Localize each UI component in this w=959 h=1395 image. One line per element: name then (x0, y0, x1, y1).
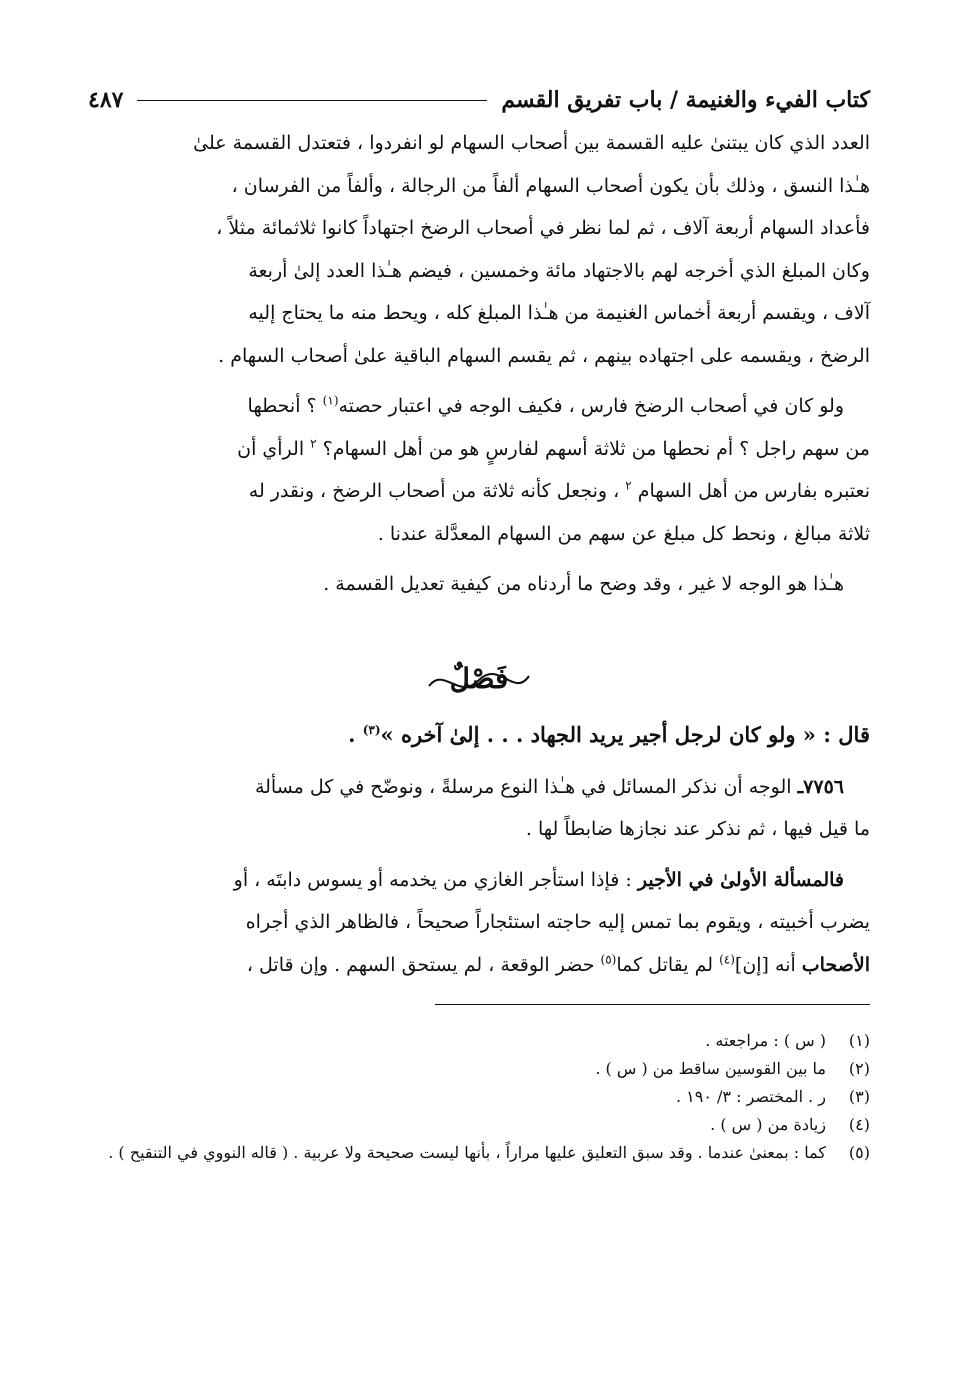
ornament-title: فَصْلٌ (449, 661, 509, 695)
bracket-mark-close: ٢ (625, 478, 632, 493)
footnote-mark-5[interactable]: (٥) (600, 952, 617, 967)
text-line: ولو كان في أصحاب الرضخ فارس ، فكيف الوجه في اعتبار حصته (338, 395, 844, 417)
issue-number: ٧٧٥٦ـ (797, 775, 844, 798)
text-line: ثلاثة مبالغ ، ونحط كل مبلغ عن سهم من السهام المعدَّلة عندنا . (377, 522, 870, 545)
text-line: نعتبره بفارس من أهل السهام (631, 480, 870, 502)
text-line: لم يقاتل كما (616, 953, 720, 976)
footnote-item (88, 1083, 870, 1111)
running-header (88, 78, 870, 122)
footnote-mark-4[interactable]: (٤) (719, 952, 735, 967)
footnote-item (88, 1055, 870, 1083)
footnote-text: ( س ) : مراجعته . (705, 1031, 826, 1050)
footnotes (88, 1027, 870, 1167)
text-line: وكان المبلغ الذي أخرجه لهم بالاجتهاد مائة وخمسين ، فيضم هـٰذا العدد إلىٰ أربعة (248, 259, 870, 282)
text-line: حضر الوقعة ، لم يستحق السهم . وإن قاتل ، (246, 953, 601, 976)
text-line: العدد الذي كان يبتنىٰ عليه القسمة بين أصحاب السهام لو انفردوا ، فتعتدل القسمة علىٰ (193, 132, 870, 154)
paragraph-1 (88, 122, 870, 377)
text-line: الوجه أن نذكر المسائل في هـٰذا النوع مرسلةً ، ونوضّح في كل مسألة (254, 775, 798, 798)
footnote-item (88, 1139, 870, 1167)
text-line: ؟ أنحطها (247, 395, 323, 417)
footnote-item (88, 1111, 870, 1139)
text-line: ، ونجعل كأنه ثلاثة من أصحاب الرضخ ، ونقدر له (248, 480, 626, 502)
footnote-number: (٤) (848, 1115, 870, 1134)
text-line: فأعداد السهام أربعة آلاف ، ثم لما نظر في أصحاب الرضخ اجتهاداً كانوا ثلاثمائة مثلاً ، (216, 217, 870, 239)
text-line: من سهم راجل ؟ أم نحطها من ثلاثة أسهم لفارسٍ هو من أهل السهام؟ (316, 437, 870, 460)
text-line: ما قيل فيها ، ثم نذكر عند نجازها ضابطاً لها . (525, 818, 870, 840)
section-ornament (88, 646, 870, 712)
footnote-text: كما : بمعنىٰ عندما . وقد سبق التعليق عليها مراراً ، بأنها ليست صحيحة ولا عربية . ( قاله النووي في التنقيح ) . (108, 1143, 826, 1162)
text-line: هـٰذا هو الوجه لا غير ، وقد وضح ما أردناه من كيفية تعديل القسمة . (323, 573, 844, 595)
text-line: آلاف ، ويقسم أربعة أخماس الغنيمة من هـٰذا المبلغ كله ، ويحط منه ما يحتاج إليه (248, 302, 870, 324)
footnote-item (88, 1027, 870, 1055)
bold-term: الأصحاب (801, 953, 870, 976)
footnote-number: (٥) (848, 1143, 870, 1162)
footnote-text: ما بين القوسين ساقط من ( س ) . (595, 1059, 826, 1078)
page (88, 78, 870, 1167)
footnote-text: زيادة من ( س ) . (710, 1115, 826, 1134)
chapter-title: كتاب الفيء والغنيمة / باب تفريق القسم (501, 87, 870, 113)
footnote-number: (٢) (848, 1059, 870, 1078)
text-line: : فإذا استأجر الغازي من يخدمه أو يسوس دابتَه ، أو (233, 868, 638, 891)
footnote-number: (١) (848, 1031, 870, 1050)
paragraph-2 (88, 385, 870, 555)
footnote-number: (٣) (848, 1087, 870, 1106)
footnote-mark-1[interactable]: (١) (322, 393, 339, 408)
footnote-divider (435, 1004, 870, 1005)
heading-suffix: . (348, 721, 363, 747)
text-line: الرضخ ، ويقسمه على اجتهاده بينهم ، ثم يقسم السهام الباقية علىٰ أصحاب السهام . (218, 344, 870, 367)
text-line: أنه [إن] (734, 953, 802, 976)
section-heading (88, 712, 870, 758)
paragraph-3 (88, 563, 870, 606)
text-line: الرأي أن (237, 437, 311, 460)
text-line: هـٰذا النسق ، وذلك بأن يكون أصحاب السهام ألفاً من الرجالة ، وألفاً من الفرسان ، (231, 174, 870, 197)
bracket-mark-open: ٢ (310, 436, 317, 451)
heading-text: قال : « ولو كان لرجل أجير يريد الجهاد . . . إلىٰ آخره » (380, 721, 870, 747)
text-line: يضرب أخبيته ، ويقوم بما تمس إليه حاجته استئجاراً صحيحاً ، فالظاهر الذي أجراه (245, 911, 870, 933)
footnote-mark-3[interactable]: (٣) (362, 722, 381, 737)
header-rule (137, 100, 487, 101)
footnote-text: ر . المختصر : ٣/ ١٩٠ . (675, 1087, 826, 1106)
paragraph-7756 (88, 766, 870, 851)
page-number: ٤٨٧ (88, 87, 124, 113)
paragraph-first-issue (88, 859, 870, 987)
ornament-flourish-icon (419, 646, 539, 710)
issue-title: فالمسألة الأولىٰ في الأجير (637, 868, 844, 891)
